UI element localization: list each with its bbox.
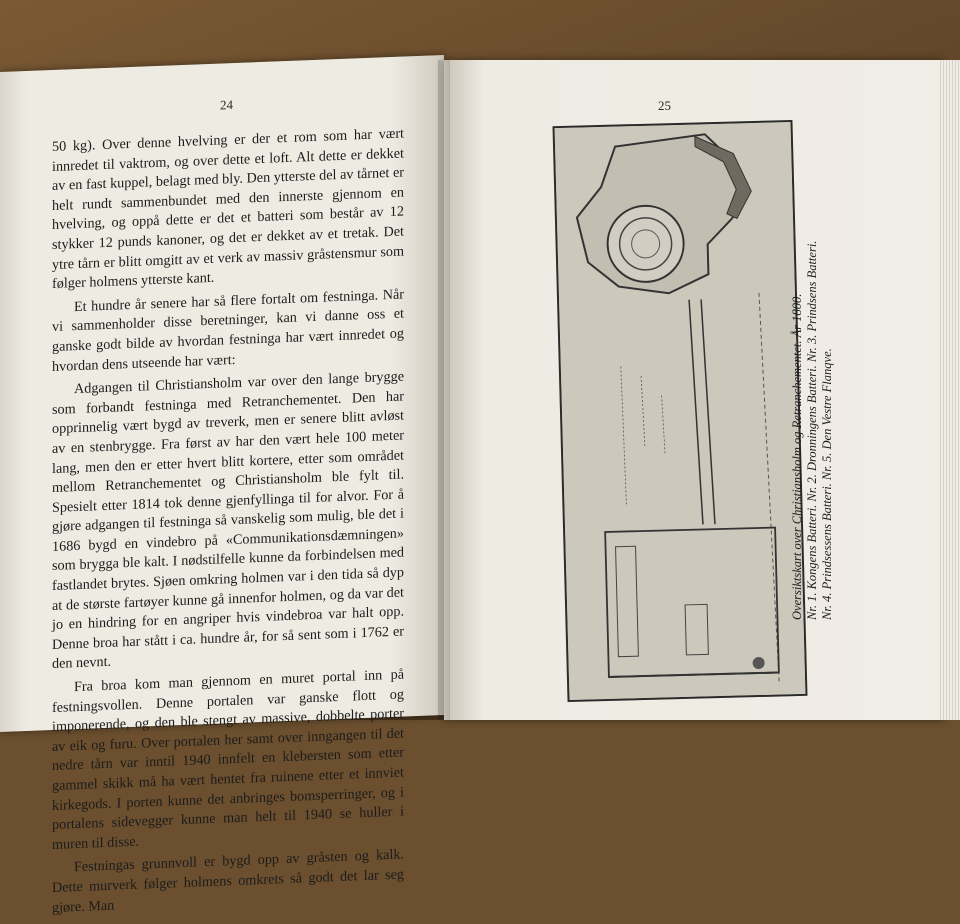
- caption-line: Nr. 4. Prindsessens Batteri. Nr. 5. Den Vestre Flanqve.: [820, 348, 834, 620]
- paragraph: Et hundre år senere har så flere fortalt om festninga. Når vi sammenholder disse beretninger, kan vi danne oss et ganske godt bilde av hvordan festninga har vært innredet og hvordan dens utseende har vært:: [52, 286, 404, 375]
- map-caption: [790, 150, 850, 620]
- fortress-map-illustration: [553, 120, 808, 702]
- page-number-right: 25: [658, 98, 671, 113]
- caption-line: Oversiktskart over Christiansholm og Retranchementet. År 1800.: [790, 293, 804, 620]
- paragraph: 50 kg). Over denne hvelving er der et rom som har vært innredet til vaktrom, og over dette et loft. Alt dette er dekket av en fast kuppel, belagt med bly. Den ytterste del av tårnet er helt rundt sammenbundet med den innerste gjennom en hvelving, og oppå dette er det et batteri som består av 12 stykker 12 punds kanoner, og det er dekket av et tretak. Det ytre tårn er blitt omgitt av et verk av massiv gråstensmur som følger holmens ytterste kant.: [52, 125, 404, 293]
- book-gutter: [438, 60, 450, 720]
- open-book: [0, 60, 960, 916]
- paragraph: Festningas grunnvoll er bygd opp av gråsten og kalk. Dette murverk følger holmens omkrets så godt det lar seg gjøre. Man: [52, 846, 404, 916]
- page-edges: [940, 60, 960, 720]
- caption-line: Nr. 1. Kongens Batteri. Nr. 2. Dronningens Batteri. Nr. 3. Prindsens Batteri.: [805, 240, 819, 620]
- left-page: [0, 55, 444, 916]
- paragraph: Fra broa kom man gjennom en muret portal inn på festningsvollen. Denne portalen var ganske flott og imponerende, og den ble stengt av massive, dobbelte porter av eik og furu. Over portalen her samt over inngangen til det nedre tårn var inntil 1940 innfelt en klebersten som etter gammel skikk må ha vært hentet fra ruinene etter et innviet kirkegods. I porten kunne det anbringes bomsperringer, og i portalens sidevegger kunne man helt til 1940 se huller i muren til disse.: [52, 666, 404, 853]
- body-text: [52, 124, 404, 922]
- paragraph: Adgangen til Christiansholm var over den lange brygge som forbandt festninga med Retranchementet. Den har opprinnelig vært bygd av treverk, men er senere blitt avløst av en stenbrygge. Fra først av har den vært hele 100 meter lang, men den er etter hvert blitt kortere, etter som området mellom Retranchementet og Christiansholm ble fylt til. Spesielt etter 1814 tok denne gjenfyllinga til for alvor. For å gjøre adgangen til festninga så vanskelig som mulig, ble det i 1686 bygd en vindebro på «Communikationsdæmningen» som brygga ble kalt. I nødstilfelle kunne da forbindelsen med fastlandet brytes. Sjøen omkring holmen var i den tida så dyp at de største fartøyer kunne gå innenfor holmen, og da var det jo en hindring for en angriper hvis vindebroa var halt opp. Denne broa har stått i ca. hundre år, for så sent som i 1762 er den nevnt.: [52, 368, 404, 673]
- fortress-plan-drawing: [555, 122, 806, 700]
- page-number-left: 24: [220, 97, 233, 113]
